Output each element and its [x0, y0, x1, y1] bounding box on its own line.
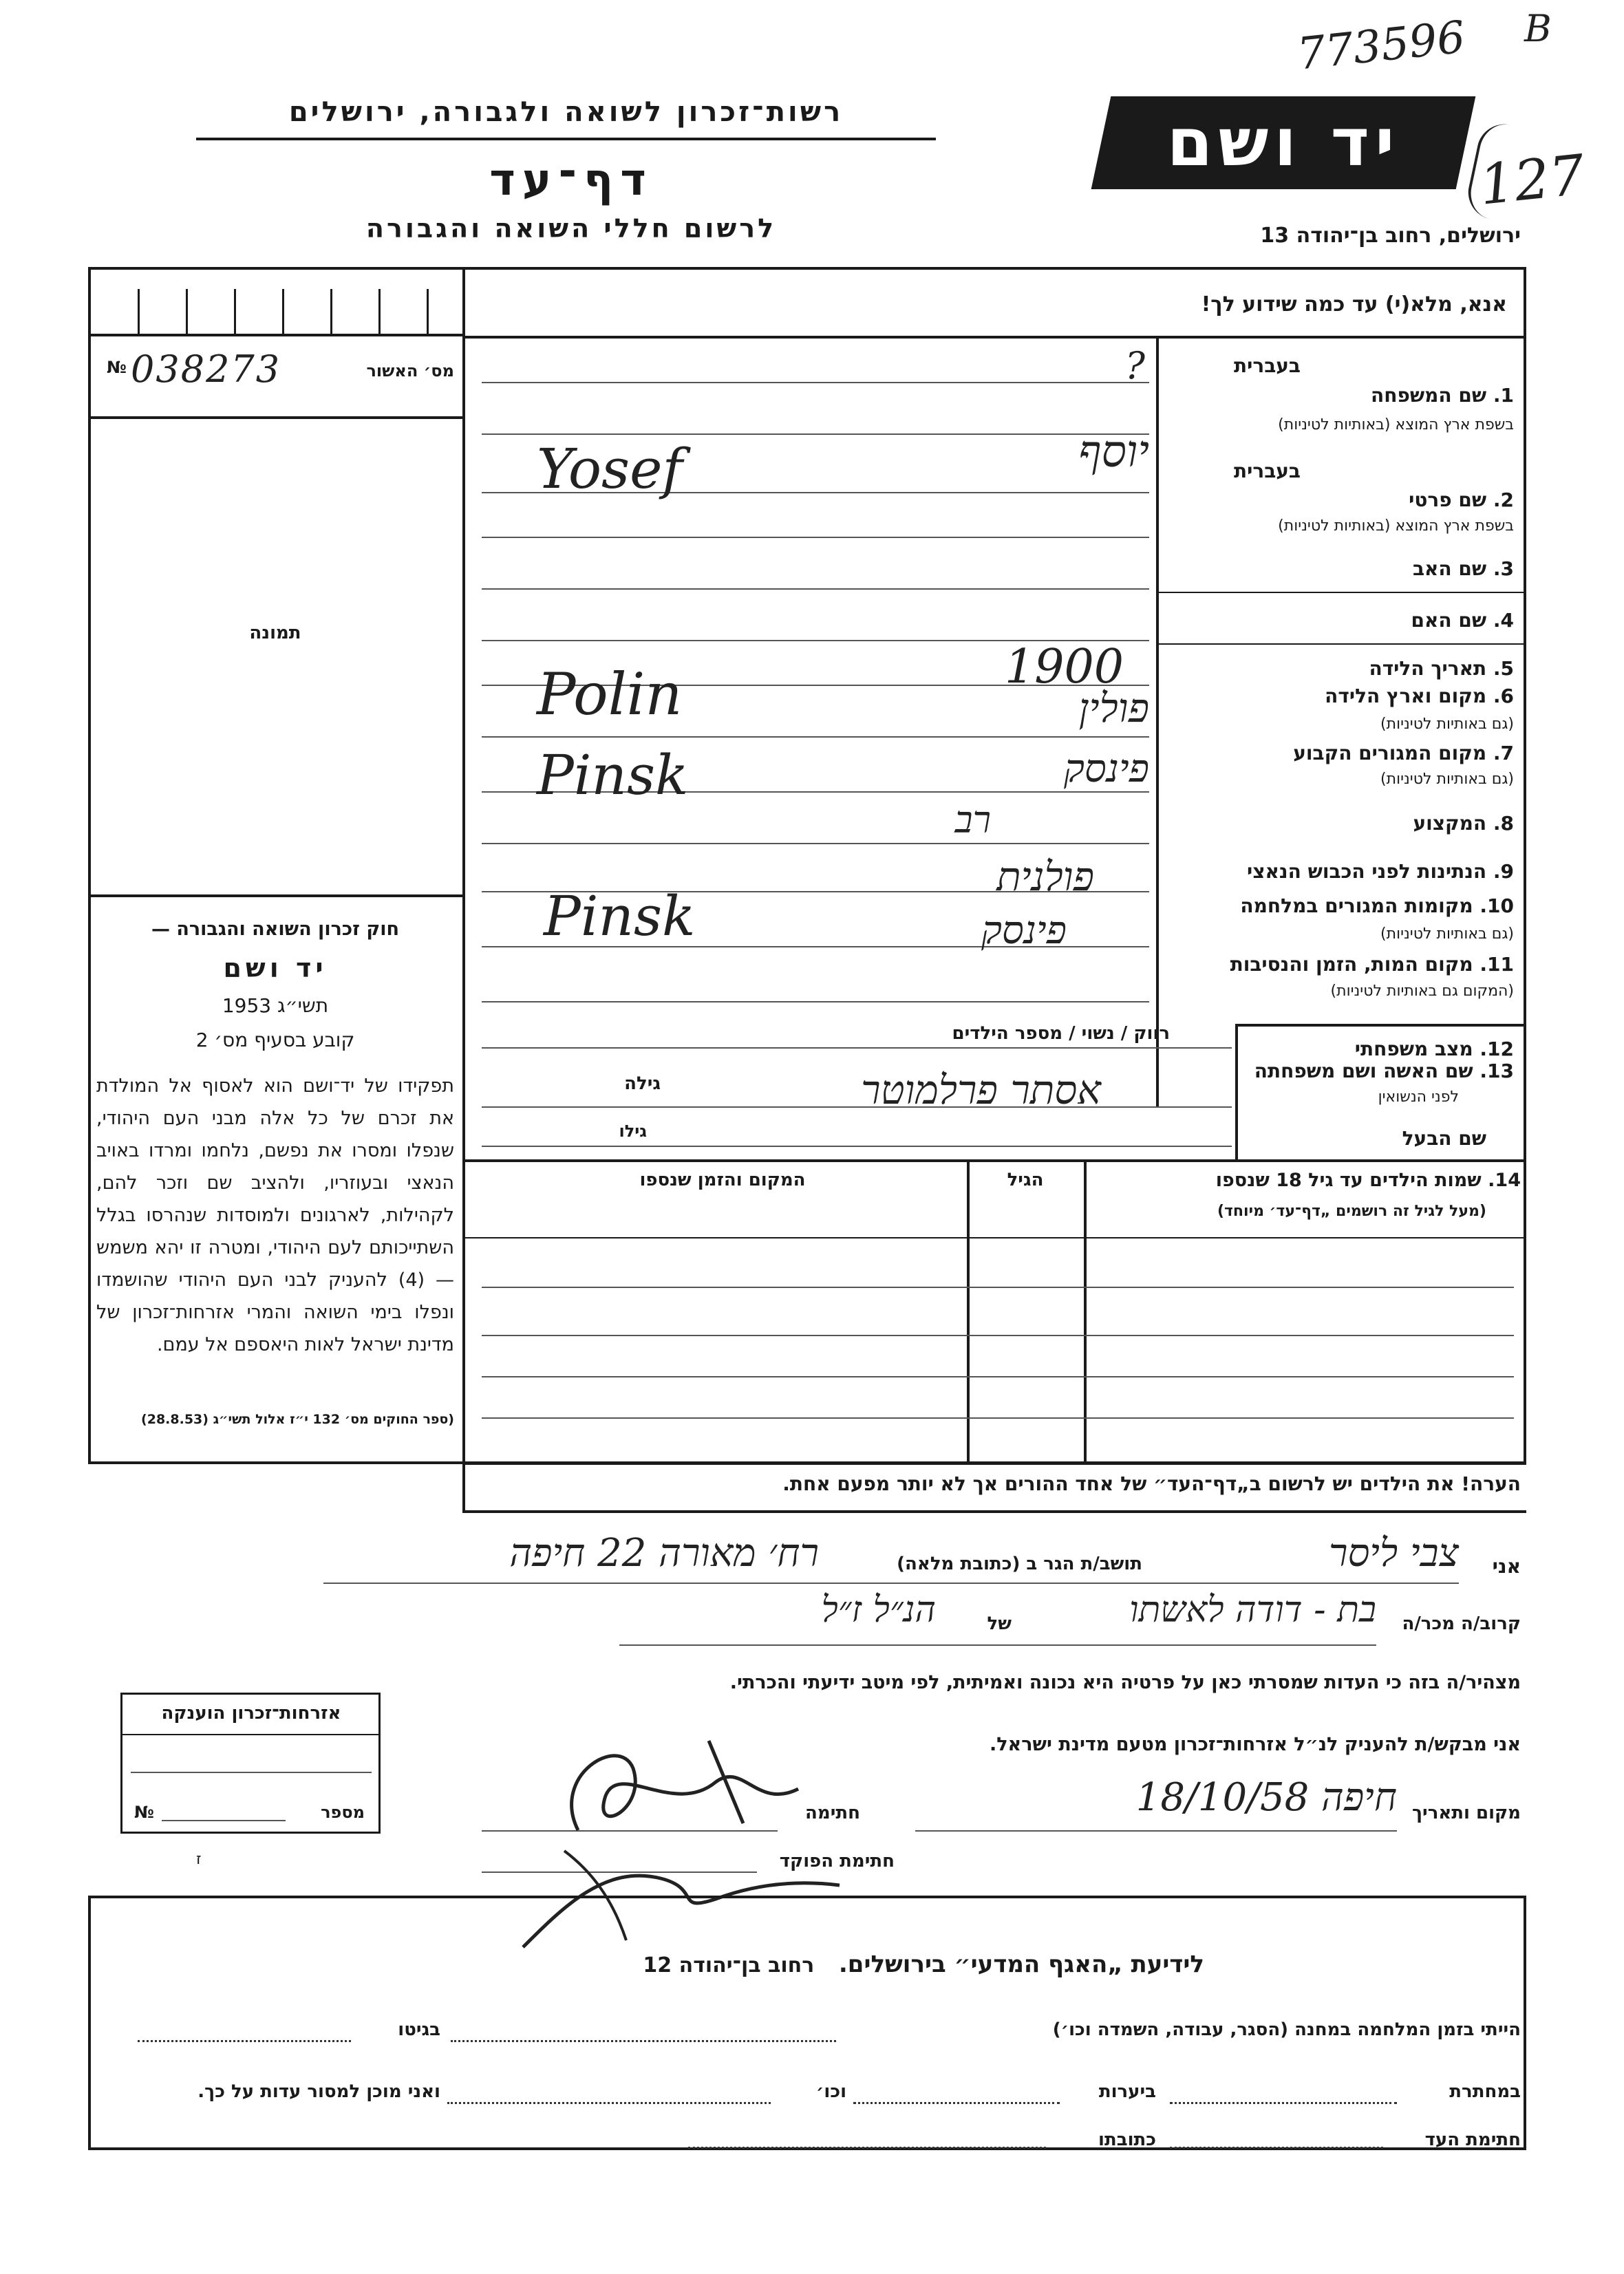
field-6-value: פולין: [1078, 685, 1149, 731]
law-clause: קובע בסעיף מס׳ 2: [195, 1029, 355, 1051]
field-3-label: 3. שם האב: [1412, 557, 1514, 580]
field-9-label: 9. הנתינות לפני הכבוש הנאצי: [1247, 860, 1514, 883]
relative-label: קרוב/ה מכר/ה: [1402, 1613, 1521, 1634]
field-13-value: אסתר פרלמוטר: [861, 1066, 1101, 1113]
field-2-value: יוסף: [1078, 427, 1149, 478]
certificate-title: אזרחות־זכרון הוענקה: [161, 1703, 341, 1724]
approval-label: מס׳ האשור: [366, 361, 454, 380]
field-7-sub: (גם באותיות לטיניות): [1380, 771, 1514, 788]
field-13-age-label: גילה: [624, 1073, 661, 1094]
husband-age-label: גילו: [619, 1122, 647, 1141]
officer-label: חתימת הפוקד: [779, 1851, 895, 1871]
field-10-sub: (גם באותיות לטיניות): [1380, 925, 1514, 943]
field-4-label: 4. שם האם: [1411, 609, 1514, 632]
place-date-label: מקום ותאריך: [1412, 1803, 1521, 1823]
field-13-label: 13. שם האשה ושם משפחתה: [1254, 1060, 1514, 1082]
deceased-value: הנ״ל ז״ל: [821, 1589, 936, 1631]
approval-number: 038273: [131, 347, 281, 391]
bottom-sig-label: חתימת העד: [1424, 2130, 1521, 2150]
declarant-mid-label: תושב/ת הגר ב (כתובת מלאה): [897, 1554, 1142, 1574]
bottom-address: רחוב בן־יהודה 12: [643, 1953, 815, 1977]
law-title: חוק זכרון השואה והגבורה —: [151, 919, 400, 940]
note-text: הערה! את הילדים יש לרשום ב„דף־העד״ של אחד ההורים אך לא יותר מפעם אחת.: [782, 1472, 1521, 1495]
field-7-value-latin: Pinsk: [537, 743, 689, 807]
field-6-label: 6. מקום וארץ הלידה: [1325, 685, 1514, 707]
declarant-i-label: אני: [1492, 1555, 1521, 1578]
declare-text: מצהיר/ה בזה כי העדות שמסרתי כאן על פרטיה היא נכונה ואמיתית, לפי מיטב ידיעתי והכרתי.: [729, 1672, 1521, 1693]
number-sign: №: [107, 358, 127, 377]
field-12-options: רווק / נשוי / מספר הילדים: [952, 1023, 1170, 1044]
field-5-label: 5. תאריך הלידה: [1369, 657, 1514, 680]
children-label: 14. שמות הילדים עד גיל 18 שנספו: [1215, 1170, 1521, 1191]
header-authority: רשות־זכרון לשואה ולגבורה, ירושלים: [288, 96, 844, 128]
place-date-value: חיפה 18/10/58: [1135, 1775, 1397, 1820]
bottom-line2-c: וכו׳: [815, 2081, 846, 2102]
children-col-age: הגיל: [1007, 1170, 1044, 1190]
field-10-label: 10. מקומות המגורים במלחמה: [1240, 894, 1514, 917]
field-1-sub: בשפת ארץ המוצא (באותיות לטיניות): [1278, 416, 1514, 433]
law-logo: יד ושם: [223, 953, 328, 983]
field-2-tag: בעברית: [1233, 460, 1301, 482]
field-1-tag: בעברית: [1233, 354, 1301, 377]
field-2-sub: בשפת ארץ המוצא (באותיות לטיניות): [1278, 517, 1514, 535]
of-label: של: [987, 1613, 1012, 1634]
intro-text: אנא, מלא(י) עד כמה שידוע לך!: [1201, 292, 1507, 317]
field-10-value: פינסק: [981, 908, 1067, 953]
small-mark: ז: [196, 1851, 202, 1868]
field-7-value: פינסק: [1063, 747, 1149, 791]
field-8-value: רב: [954, 798, 991, 841]
bottom-line1-b: בגיטו: [398, 2019, 440, 2040]
header-address: ירושלים, רחוב בן־יהודה 13: [1260, 224, 1521, 248]
photo-label: תמונה: [249, 623, 301, 643]
certificate-number-label: מספר: [321, 1803, 365, 1822]
certificate-no-label: №: [134, 1803, 154, 1822]
field-1-value: ?: [1125, 344, 1145, 387]
children-sub: (מעל לגיל זה רושמים „דף־עד׳ מיוחד): [1217, 1203, 1486, 1220]
field-10-value-latin: Pinsk: [544, 884, 696, 948]
husband-label: שם הבעל: [1402, 1127, 1486, 1150]
header-subtitle: לרשום חללי השואה והגבורה: [365, 213, 777, 244]
bottom-title: [482, 1951, 1204, 1978]
field-2-label: 2. שם פרטי: [1409, 489, 1514, 511]
field-8-label: 8. המקצוע: [1413, 812, 1514, 835]
children-col-place: המקום והזמן שנספו: [639, 1170, 806, 1190]
field-9-value: פולנית: [996, 853, 1094, 900]
field-5-value: 1900: [1005, 640, 1124, 694]
corner-mark: B: [1524, 7, 1552, 50]
field-2-value-latin: Yosef: [537, 437, 683, 501]
archive-number: 773596: [1294, 12, 1468, 81]
relation-value: בת - דודה לאשתו: [1129, 1589, 1376, 1631]
bottom-title-text: לידיעת „האגף המדעי״ בירושלים.: [838, 1951, 1204, 1978]
bottom-line2-a: במחתרת: [1449, 2081, 1521, 2102]
field-1-label: 1. שם המשפחה: [1371, 384, 1514, 407]
field-13-sub: לפני הנשואין: [1378, 1088, 1459, 1106]
request-text: אני מבקש/ת להעניק לנ״ל אזרחות־זכרון מטעם מדינת ישראל.: [989, 1734, 1521, 1755]
bottom-line1-a: הייתי בזמן המלחמה במחנה (הסגר, עבודה, השמדה וכו׳): [1052, 2019, 1521, 2040]
bottom-addr-label: כתובתו: [1098, 2130, 1156, 2150]
signature-label: חתימה: [805, 1803, 860, 1823]
field-12-label: 12. מצב משפחתי: [1354, 1038, 1514, 1060]
field-11-sub: (המקום גם באותיות לטיניות): [1330, 983, 1514, 1000]
field-6-value-latin: Polin: [537, 661, 683, 728]
field-11-label: 11. מקום המות, הזמן והנסיבות: [1230, 953, 1514, 976]
bottom-line2-b: ביערות: [1098, 2081, 1156, 2102]
bottom-line2-d: ואני מוכן למסור עדות על כך.: [197, 2081, 440, 2102]
field-6-sub: (גם באותיות לטיניות): [1380, 716, 1514, 733]
declarant-name: צבי ליסר: [1328, 1531, 1459, 1576]
law-year: תשי״ג 1953: [222, 994, 329, 1017]
logo-text: יד ושם: [1166, 104, 1400, 181]
page-number: 127: [1476, 142, 1588, 217]
law-footnote: (ספר החוקים מס׳ 132 י״ז אלול תשי״ג (28.8.53): [141, 1412, 454, 1427]
header-title: דף־עד: [489, 155, 653, 206]
law-body: תפקידו של יד־ושם הוא לאסוף אל המולדת את זכרם של כל אלה מבני העם היהודי, שנפלו ומסרו את נפשם, נלחמו ומרדו באויב הנאצי ובעוזריו, ולהציב שם וזכר להם, לקהילות, לארגונים ולמוסדות שנהרסו בגלל השתייכותם לעם היהודי, ומטרה זו יהא משמש — (4) להעניק לבני העם היהודי שהושמדו ונפלו בימי השואה והמרי אזרחות־זכרון של מדינת ישראל לאות היאספם אל עמם.: [96, 1075, 454, 1355]
field-7-label: 7. מקום המגורים הקבוע: [1293, 742, 1514, 764]
declarant-address: רח׳ מאורה 22 חיפה: [509, 1531, 819, 1576]
